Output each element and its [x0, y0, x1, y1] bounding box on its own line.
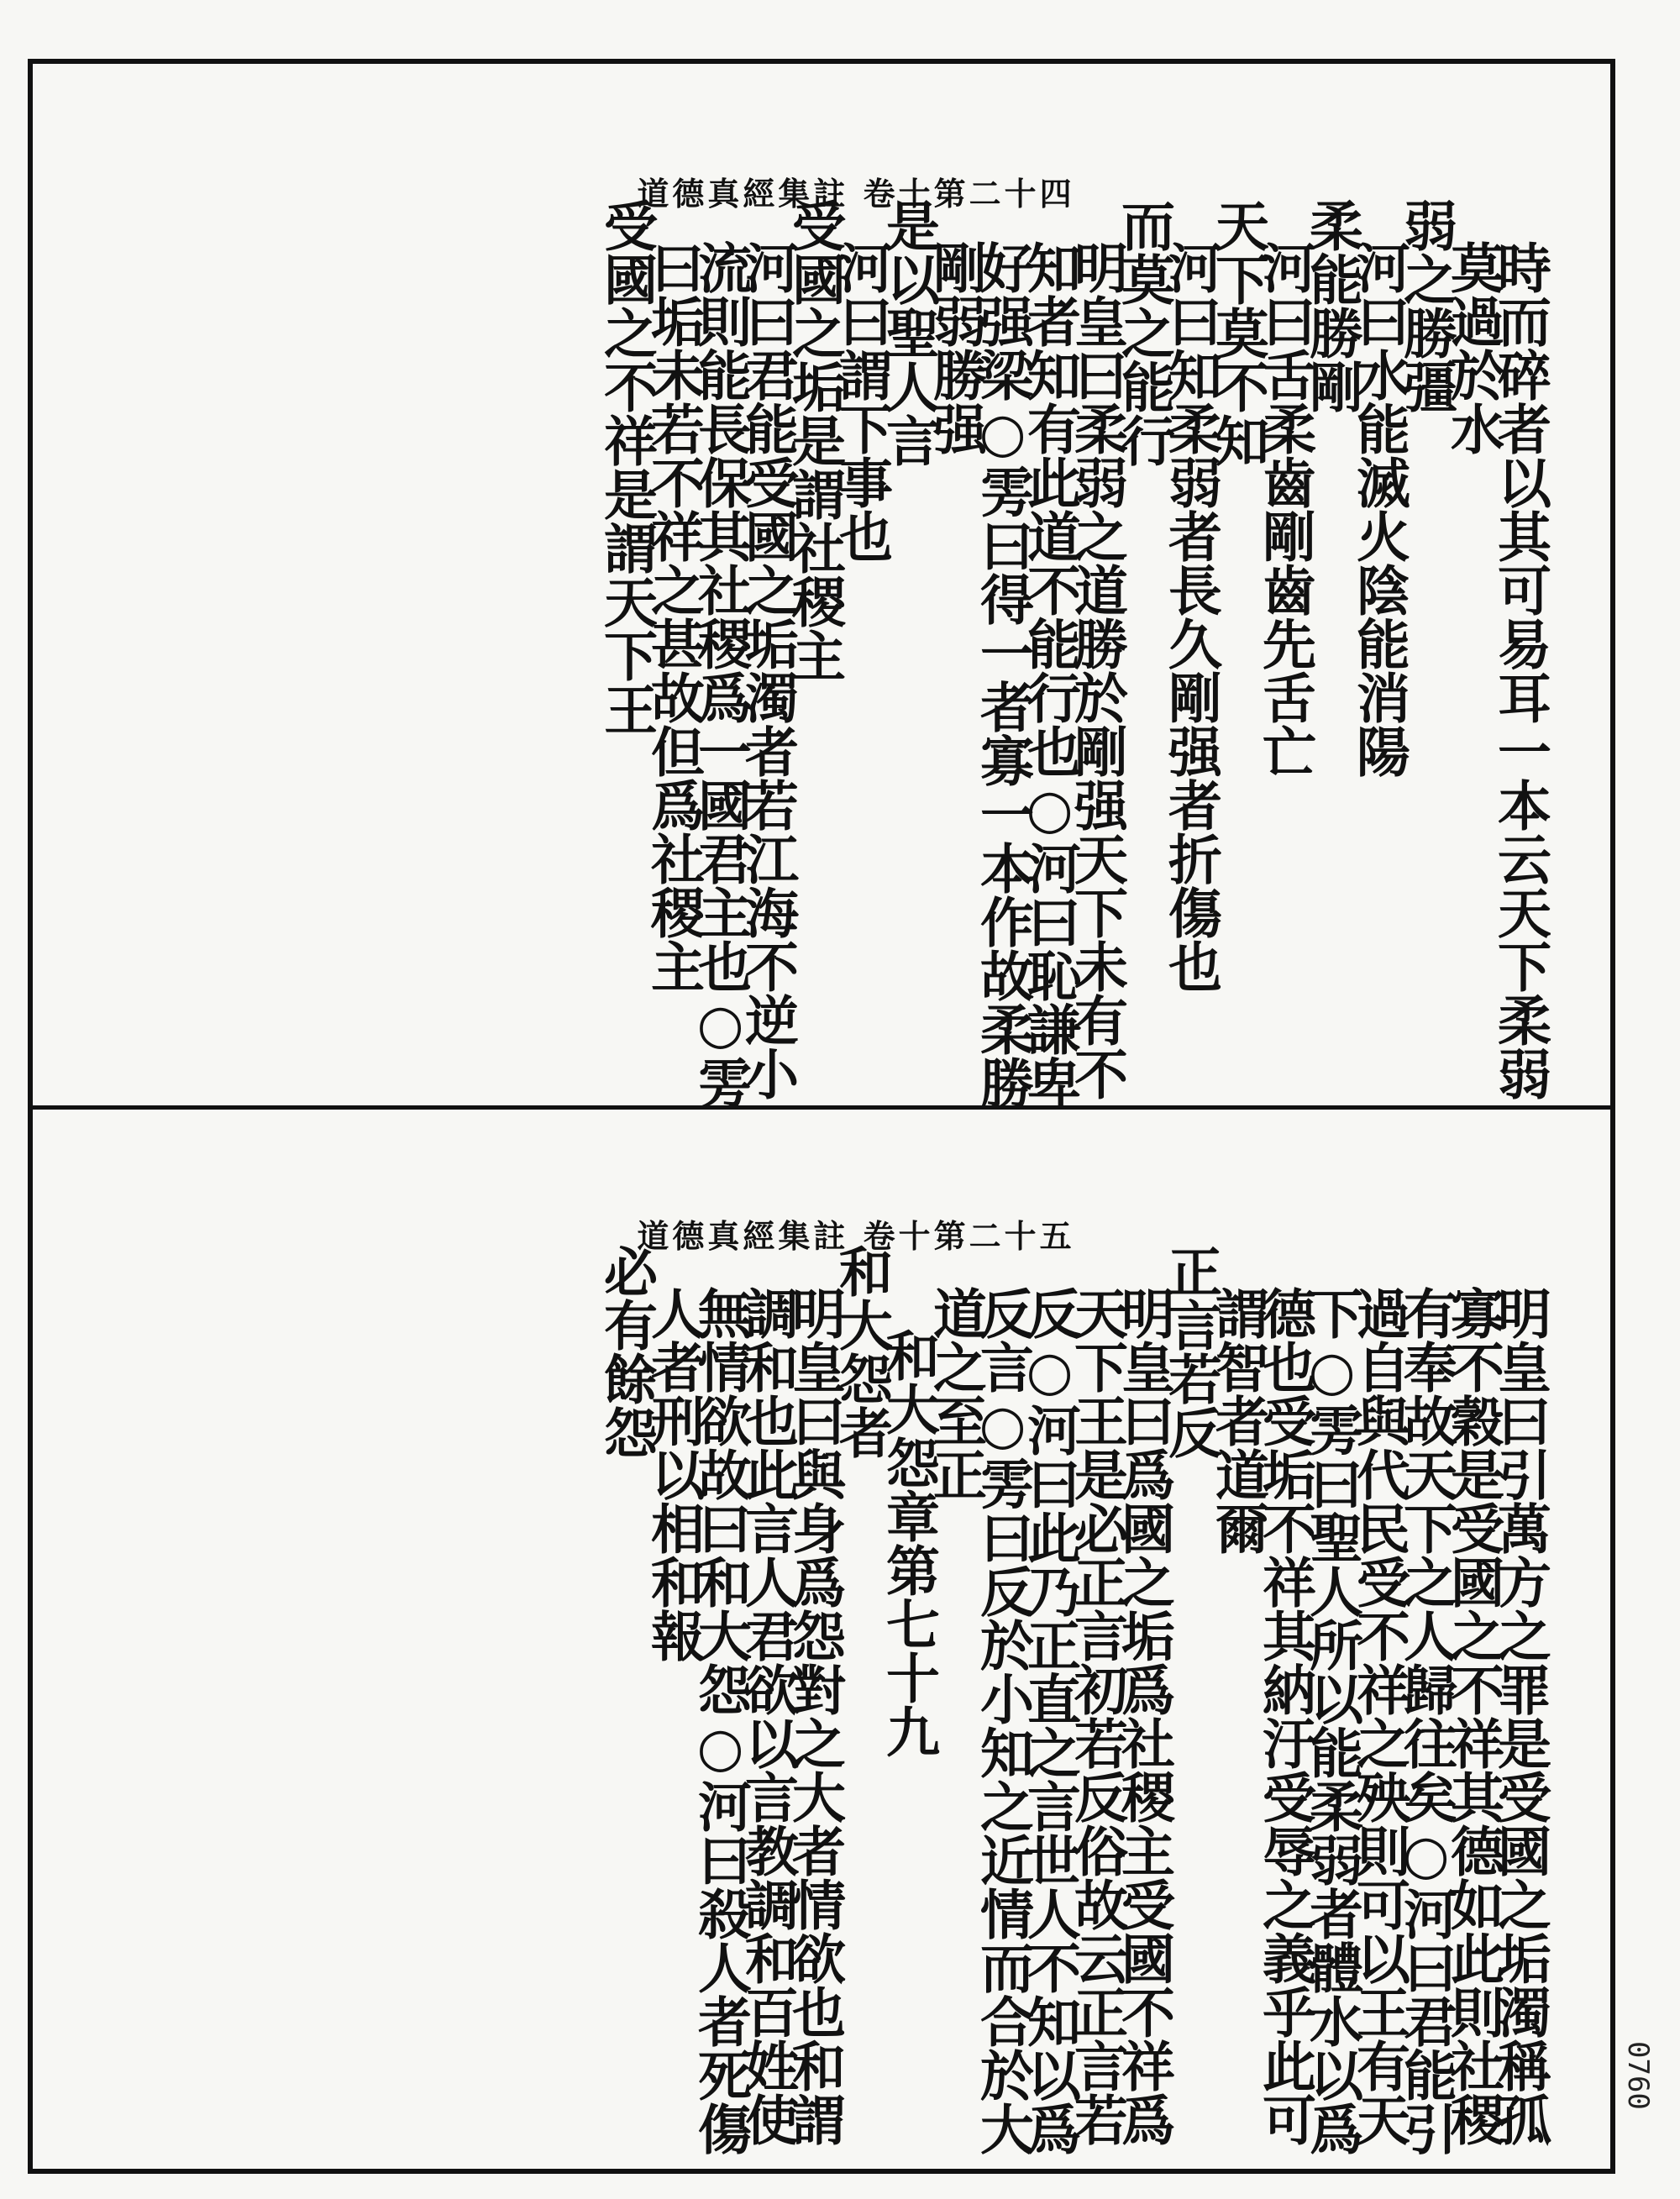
text-column: 調和也此言人君欲以言教調和百姓使: [736, 1286, 799, 2146]
text-column: 受國之垢是謂社稷主: [783, 198, 846, 682]
top-half: [33, 64, 1610, 1110]
text-column: 好强梁○雱曰得一者寡一本作故柔勝: [971, 240, 1034, 1110]
text-column: 時而碎者以其可易耳一本云天下柔弱: [1488, 240, 1551, 1100]
text-column: 曰垢未若不祥之甚故但爲社稷主: [642, 240, 705, 993]
text-column: 弱之勝彊: [1394, 198, 1457, 413]
running-header: 道德真經集註 卷十第二十四: [637, 175, 1075, 213]
text-column: 明皇曰引萬方之罪是受國之垢濁稱孤: [1488, 1286, 1551, 2146]
text-column: 而莫之能行: [1112, 198, 1175, 467]
text-column: 謂智者道爾: [1206, 1286, 1269, 1555]
text-column: 德也受垢不祥其納汙受辱之義乎此可: [1253, 1286, 1316, 2146]
text-column: 受國之不祥是謂天下王: [595, 198, 658, 736]
text-column: 明皇曰柔弱之道勝於剛强天下未有不: [1065, 240, 1128, 1100]
text-column: 下○雱曰聖人所以能柔弱者體水以爲: [1300, 1286, 1363, 2155]
text-column: 寡不穀是受國之不祥其德如此則社稷: [1441, 1286, 1504, 2146]
text-column: 反○河曰此乃正直之言世人不知以爲: [1018, 1286, 1081, 2155]
text-columns: [33, 1110, 1610, 2169]
text-column: 和大怨章第七十九: [877, 1328, 940, 1758]
text-column: 莫過於水: [1441, 240, 1504, 455]
page-number: 0760: [1621, 2041, 1655, 2110]
text-column: 是以聖人言: [877, 198, 940, 467]
text-column: 正言若反: [1159, 1244, 1222, 1459]
text-column: 人者刑以相和報: [642, 1286, 705, 1662]
text-column: 河曰水能滅火陰能消陽: [1347, 240, 1410, 778]
running-header: 道德真經集註 卷十第二十五: [637, 1217, 1075, 1255]
text-column: 必有餘怨: [595, 1244, 658, 1459]
text-column: 柔能勝剛: [1300, 198, 1363, 413]
text-column: 天下莫不知: [1206, 198, 1269, 467]
text-column: 道之至正: [924, 1286, 987, 1501]
text-column: 明皇曰與身爲怨對之大者情欲也和謂: [783, 1286, 846, 2146]
text-column: 河曰君能受國之垢濁者若江海不逆小: [736, 240, 799, 1100]
text-column: 過自與代民受不祥之殃則可以王有天: [1347, 1286, 1410, 2146]
text-column: 和大怨者: [830, 1244, 893, 1459]
text-column: 河曰舌柔齒剛齒先舌亡: [1253, 240, 1316, 778]
text-column: 河曰謂下事也: [830, 240, 893, 563]
text-column: 剛弱勝强: [924, 240, 987, 455]
text-column: 河曰知柔弱者長久剛强者折傷也: [1159, 240, 1222, 993]
text-column: 天下王是必正言初若反俗故云正言若: [1065, 1286, 1128, 2146]
text-column: 有奉故天下之人歸往矣○河曰君能引: [1394, 1286, 1457, 2155]
text-column: 明皇曰爲國之垢爲社稷主受國不祥爲: [1112, 1286, 1175, 2146]
text-column: 無情欲故曰和大怨○河曰殺人者死傷: [689, 1286, 752, 2155]
text-column: 知者知有此道不能行也○河曰恥謙卑: [1018, 240, 1081, 1110]
text-column: 反言○雱曰反於小知之近情而合於大: [971, 1286, 1034, 2155]
bottom-half: [33, 1110, 1610, 2169]
text-columns: [33, 64, 1610, 1110]
text-column: 流則能長保其社稷爲一國君主也○雱: [689, 240, 752, 1110]
